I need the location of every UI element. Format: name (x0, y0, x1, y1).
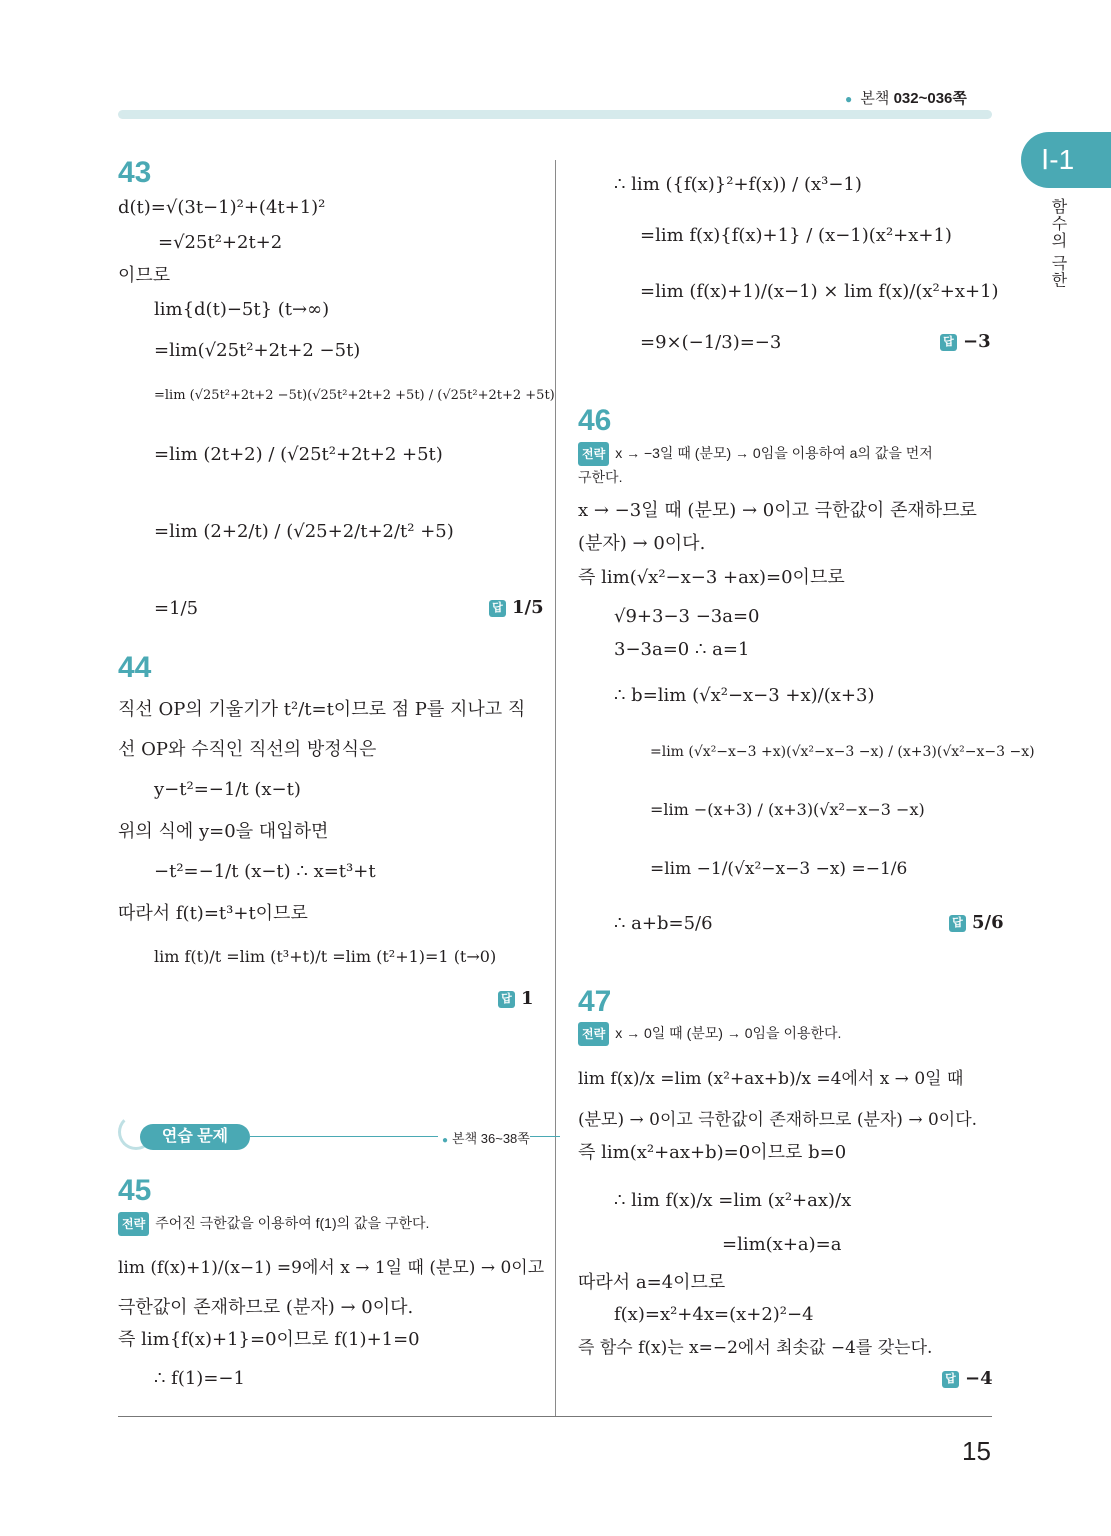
p43-line-5: =lim(√25t²+2t+2 −5t) (154, 340, 361, 361)
p43-line-9: =1/5 (154, 598, 199, 619)
p43-line-7: =lim (2t+2) / (√25t²+2t+2 +5t) (154, 444, 443, 465)
chapter-title: 함수의 극한 (1049, 198, 1066, 289)
p43-line-8: =lim (2+2/t) / (√25+2/t+2/t² +5) (154, 521, 454, 542)
p47-line-4: ∴ lim f(x)/x =lim (x²+ax)/x (614, 1190, 852, 1211)
p43-line-2: =√25t²+2t+2 (158, 232, 283, 253)
page-number: 15 (962, 1436, 991, 1466)
p46-line-7: =lim (√x²−x−3 +x)(√x²−x−3 −x) / (x+3)(√x²−x−3 −x) (650, 744, 1035, 760)
answer-badge: 답 (949, 915, 966, 932)
practice-ref (438, 1128, 530, 1147)
bullet-icon: ● (442, 1135, 449, 1146)
bullet-icon: ● (845, 92, 853, 106)
p45b-line-1: ∴ lim ({f(x)}²+f(x)) / (x³−1) (614, 174, 862, 195)
p43-answer-value: 1/5 (512, 597, 544, 618)
p45-line-3: 즉 lim{f(x)+1}=0이므로 f(1)+1=0 (118, 1329, 420, 1350)
p43-line-1: d(t)=√(3t−1)²+(4t+1)² (118, 197, 326, 218)
practice-title: 연습 문제 (140, 1124, 250, 1150)
p46-strategy (578, 442, 933, 466)
p47-line-7: f(x)=x²+4x=(x+2)²−4 (614, 1304, 814, 1325)
answer-badge: 답 (940, 334, 957, 351)
practice-section-header (118, 1124, 538, 1154)
p46-strategy-text-1: x → −3일 때 (분모) → 0임을 이용하여 a의 값을 먼저 (615, 445, 933, 461)
p46-line-4: √9+3−3 −3a=0 (614, 606, 760, 627)
p43-line-6: =lim (√25t²+2t+2 −5t)(√25t²+2t+2 +5t) / (√25t²+2t+2 +5t) (154, 388, 555, 403)
p44-answer-value: 1 (521, 988, 534, 1009)
p43-line-3: 이므로 (118, 265, 171, 286)
p45-line-1: lim (f(x)+1)/(x−1) =9에서 x → 1일 때 (분모) → 0이고 (118, 1258, 545, 1278)
p47-answer (942, 1368, 993, 1389)
p44-answer (498, 988, 534, 1009)
p45-line-4: ∴ f(1)=−1 (154, 1368, 245, 1389)
p44-line-5: −t²=−1/t (x−t) ∴ x=t³+t (154, 861, 376, 882)
answer-badge: 답 (489, 600, 506, 617)
p44-line-4: 위의 식에 y=0을 대입하면 (118, 821, 329, 842)
top-decorative-bar (118, 110, 992, 119)
practice-ref-text: 본책 36~38쪽 (452, 1131, 530, 1146)
chapter-tab: Ⅰ-1 (1021, 132, 1111, 188)
header-ref-pages: 032~036쪽 (893, 90, 967, 107)
p43-line-4: lim{d(t)−5t} (t→∞) (154, 299, 330, 320)
strategy-badge: 전략 (118, 1212, 149, 1236)
p44-line-2: 선 OP와 수직인 직선의 방정식은 (118, 739, 377, 760)
p46-line-6: ∴ b=lim (√x²−x−3 +x)/(x+3) (614, 685, 875, 706)
p47-line-1: lim f(x)/x =lim (x²+ax+b)/x =4에서 x → 0일 때 (578, 1069, 964, 1089)
p45b-line-3: =lim (f(x)+1)/(x−1) × lim f(x)/(x²+x+1) (640, 281, 999, 302)
p44-line-3: y−t²=−1/t (x−t) (154, 779, 301, 800)
p44-line-6: 따라서 f(t)=t³+t이므로 (118, 903, 308, 924)
p47-line-5: =lim(x+a)=a (722, 1234, 842, 1255)
bottom-rule (118, 1416, 992, 1417)
problem-45-number: 45 (118, 1174, 152, 1207)
p46-line-3: 즉 lim(√x²−x−3 +ax)=0이므로 (578, 567, 845, 588)
p46-line-5: 3−3a=0 ∴ a=1 (614, 639, 750, 660)
p45-strategy (118, 1212, 429, 1236)
p45-answer (940, 331, 991, 352)
strategy-badge: 전략 (578, 1022, 609, 1046)
p47-line-3: 즉 lim(x²+ax+b)=0이므로 b=0 (578, 1142, 847, 1163)
p46-line-1: x → −3일 때 (분모) → 0이고 극한값이 존재하므로 (578, 500, 977, 521)
strategy-badge: 전략 (578, 442, 609, 466)
p46-line-2: (분자) → 0이다. (578, 533, 706, 554)
p44-line-7: lim f(t)/t =lim (t³+t)/t =lim (t²+1)=1 (t→0) (154, 947, 497, 966)
page-reference (845, 87, 967, 108)
problem-43-number: 43 (118, 156, 152, 189)
p46-answer (949, 912, 1004, 933)
p47-line-8: 즉 함수 f(x)는 x=−2에서 최솟값 −4를 갖는다. (578, 1338, 933, 1358)
header-ref-label: 본책 (860, 90, 890, 107)
p45-answer-value: −3 (963, 331, 991, 352)
p44-line-1: 직선 OP의 기울기가 t²/t=t이므로 점 P를 지나고 직 (118, 699, 526, 720)
p46-answer-value: 5/6 (972, 912, 1004, 933)
p46-line-9: =lim −1/(√x²−x−3 −x) =−1/6 (650, 859, 908, 879)
problem-47-number: 47 (578, 985, 612, 1018)
p47-line-2: (분모) → 0이고 극한값이 존재하므로 (분자) → 0이다. (578, 1110, 978, 1130)
answer-badge: 답 (942, 1371, 959, 1388)
p46-line-8: =lim −(x+3) / (x+3)(√x²−x−3 −x) (650, 800, 925, 819)
p46-strategy-text-2: 구한다. (578, 469, 623, 485)
p47-strategy (578, 1022, 841, 1046)
p45-strategy-text: 주어진 극한값을 이용하여 f(1)의 값을 구한다. (155, 1215, 430, 1231)
p45-line-2: 극한값이 존재하므로 (분자) → 0이다. (118, 1297, 414, 1318)
p45b-line-4: =9×(−1/3)=−3 (640, 332, 782, 353)
problem-46-number: 46 (578, 404, 612, 437)
answer-badge: 답 (498, 991, 515, 1008)
p47-strategy-text: x → 0일 때 (분모) → 0임을 이용한다. (615, 1025, 842, 1041)
p47-line-6: 따라서 a=4이므로 (578, 1272, 726, 1293)
column-divider (555, 160, 556, 1416)
p45b-line-2: =lim f(x){f(x)+1} / (x−1)(x²+x+1) (640, 225, 952, 246)
p43-answer (489, 597, 544, 618)
p47-answer-value: −4 (965, 1368, 993, 1389)
p46-line-10: ∴ a+b=5/6 (614, 913, 713, 934)
problem-44-number: 44 (118, 651, 152, 684)
